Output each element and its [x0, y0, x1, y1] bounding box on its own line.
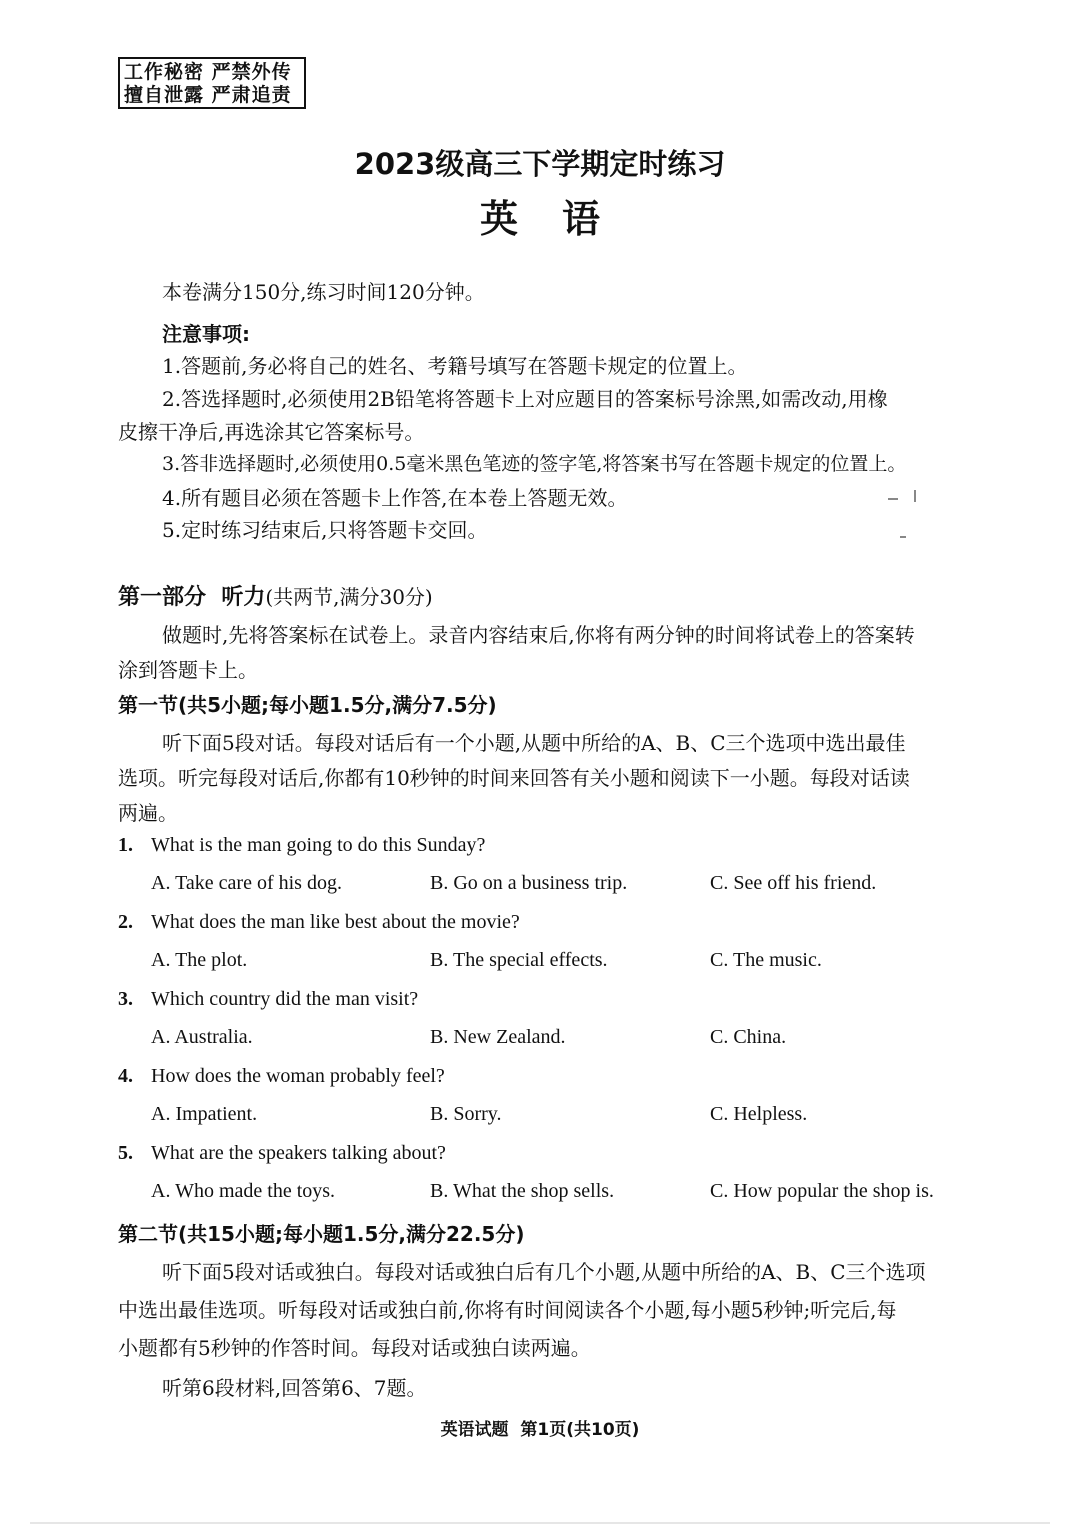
part1-instruction: 做题时,先将答案标在试卷上。录音内容结束后,你将有两分钟的时间将试卷上的答案转	[162, 623, 915, 647]
option-a: A. The plot.	[151, 949, 248, 971]
score-time-line: 本卷满分150分,练习时间120分钟。	[162, 280, 485, 304]
section2-instruction: 听下面5段对话或独白。每段对话或独白后有几个小题,从题中所给的A、B、C三个选项	[162, 1260, 926, 1284]
confidential-seal	[118, 57, 306, 109]
option-c: C. China.	[710, 1026, 787, 1048]
section1-instruction: 听下面5段对话。每段对话后有一个小题,从题中所给的A、B、C三个选项中选出最佳	[162, 731, 906, 755]
exam-title: 2023级高三下学期定时练习	[354, 147, 726, 181]
question-number: 1.	[118, 834, 133, 856]
option-b: B. New Zealand.	[430, 1026, 566, 1048]
subject-title: 英语	[479, 197, 644, 241]
scan-speck	[888, 498, 898, 500]
page-footer: 英语试题 第1页(共10页)	[440, 1420, 640, 1440]
part1-heading	[118, 580, 433, 611]
part1-instruction-cont: 涂到答题卡上。	[118, 658, 258, 682]
question-text: What is the man going to do this Sunday?	[151, 834, 486, 856]
question-number: 4.	[118, 1065, 133, 1087]
option-b: B. What the shop sells.	[430, 1180, 615, 1202]
section2-heading: 第二节(共15小题;每小题1.5分,满分22.5分)	[118, 1222, 525, 1246]
part1-title: 第一部分 听力	[118, 585, 266, 610]
material-instruction: 听第6段材料,回答第6、7题。	[162, 1376, 427, 1400]
option-b: B. The special effects.	[430, 949, 608, 971]
scan-speck	[914, 490, 916, 502]
section2-instruction-end: 小题都有5秒钟的作答时间。每段对话或独白读两遍。	[118, 1336, 591, 1360]
section1-instruction-cont: 选项。听完每段对话后,你都有10秒钟的时间来回答有关小题和阅读下一小题。每段对话读	[118, 766, 910, 790]
part1-note: (共两节,满分30分)	[265, 585, 433, 609]
option-c: C. Helpless.	[710, 1103, 808, 1125]
option-c: C. See off his friend.	[710, 872, 877, 894]
bottom-divider	[30, 1522, 1050, 1524]
option-c: C. How popular the shop is.	[710, 1180, 934, 1202]
option-b: B. Go on a business trip.	[430, 872, 628, 894]
section1-instruction-end: 两遍。	[118, 801, 178, 825]
question-text: Which country did the man visit?	[151, 988, 419, 1010]
question-number: 3.	[118, 988, 133, 1010]
notice-item-1: 1.答题前,务必将自己的姓名、考籍号填写在答题卡规定的位置上。	[162, 354, 748, 378]
option-a: A. Impatient.	[151, 1103, 258, 1125]
notice-item-4: 4.所有题目必须在答题卡上作答,在本卷上答题无效。	[162, 486, 628, 510]
notice-item-2-cont: 皮擦干净后,再选涂其它答案标号。	[118, 420, 425, 444]
scan-speck	[900, 536, 906, 538]
notice-item-5: 5.定时练习结束后,只将答题卡交回。	[162, 518, 488, 542]
option-a: A. Australia.	[151, 1026, 253, 1048]
seal-line-1: 工作秘密 严禁外传	[124, 61, 292, 83]
question-text: What does the man like best about the movie?	[151, 911, 520, 933]
question-number: 5.	[118, 1142, 133, 1164]
notice-item-2: 2.答选择题时,必须使用2B铅笔将答题卡上对应题目的答案标号涂黑,如需改动,用橡	[162, 387, 888, 411]
section2-instruction-cont: 中选出最佳选项。听每段对话或独白前,你将有时间阅读各个小题,每小题5秒钟;听完后,每	[118, 1298, 897, 1322]
option-a: A. Who made the toys.	[151, 1180, 336, 1202]
option-a: A. Take care of his dog.	[151, 872, 342, 894]
notice-title: 注意事项:	[162, 322, 250, 346]
question-number: 2.	[118, 911, 133, 933]
section1-heading: 第一节(共5小题;每小题1.5分,满分7.5分)	[118, 693, 497, 717]
notice-item-3: 3.答非选择题时,必须使用0.5毫米黑色笔迹的签字笔,将答案书写在答题卡规定的位置上。	[162, 453, 907, 475]
option-c: C. The music.	[710, 949, 822, 971]
question-text: How does the woman probably feel?	[151, 1065, 445, 1087]
question-text: What are the speakers talking about?	[151, 1142, 446, 1164]
seal-line-2: 擅自泄露 严肃追责	[124, 84, 292, 106]
option-b: B. Sorry.	[430, 1103, 502, 1125]
